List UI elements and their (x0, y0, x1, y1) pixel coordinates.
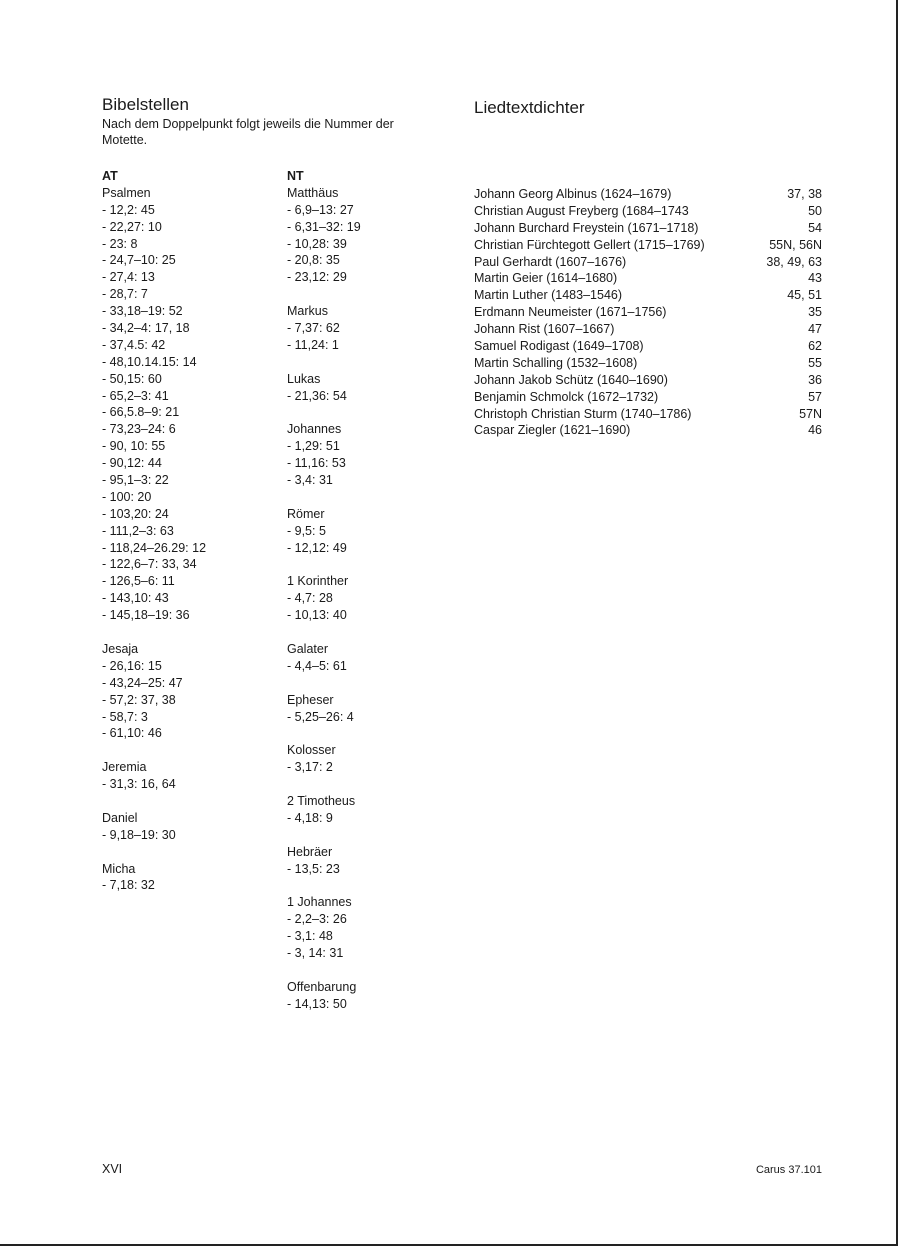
book-spacer (287, 404, 361, 421)
book-name: Hebräer (287, 844, 333, 859)
verse-reference: - 10,13: 40 (287, 608, 347, 623)
catalog-number: Carus 37.101 (755, 1164, 822, 1176)
book-name: Matthäus (287, 185, 339, 200)
book-spacer (287, 776, 361, 793)
poet-motet-numbers: 45, 51 (787, 288, 822, 303)
poet-list (474, 186, 822, 439)
poet-name: Johann Jakob Schütz (1640–1690) (474, 372, 668, 387)
book-spacer (102, 793, 206, 810)
verse-reference: - 143,10: 43 (102, 591, 169, 606)
poet-row (474, 389, 822, 406)
verse-reference: - 20,8: 35 (287, 253, 340, 268)
poet-row (474, 270, 822, 287)
verse-reference: - 118,24–26.29: 12 (102, 540, 207, 555)
book-name: Markus (287, 304, 328, 319)
verse-reference: - 10,28: 39 (287, 236, 347, 251)
book-name: Epheser (287, 692, 334, 707)
verse-reference: - 73,23–24: 6 (102, 422, 176, 437)
verse-reference: - 23,12: 29 (287, 270, 347, 285)
verse-reference: - 12,2: 45 (102, 202, 155, 217)
book-spacer (287, 725, 361, 742)
poet-motet-numbers: 62 (808, 339, 822, 354)
bibelstellen-title: Bibelstellen (102, 95, 189, 114)
verse-reference: - 11,24: 1 (287, 337, 339, 352)
verse-reference: - 3, 14: 31 (287, 945, 344, 960)
poet-row (474, 186, 822, 203)
page-number: XVI (102, 1162, 123, 1176)
verse-reference: - 26,16: 15 (102, 658, 162, 673)
poet-name: Christian Fürchtegott Gellert (1715–1769) (474, 237, 705, 252)
verse-reference: - 90,12: 44 (102, 456, 162, 471)
book-name: Jesaja (102, 641, 139, 656)
poet-name: Paul Gerhardt (1607–1676) (474, 254, 627, 269)
verse-reference: - 111,2–3: 63 (102, 523, 174, 538)
poet-motet-numbers: 50 (808, 203, 822, 218)
poet-name: Martin Geier (1614–1680) (474, 271, 618, 286)
book-name: Jeremia (102, 760, 147, 775)
poet-row (474, 338, 822, 355)
verse-reference: - 3,4: 31 (287, 473, 333, 488)
verse-reference: - 57,2: 37, 38 (102, 692, 176, 707)
verse-reference: - 5,25–26: 4 (287, 709, 354, 724)
verse-reference: - 1,29: 51 (287, 439, 340, 454)
verse-reference: - 43,24–25: 47 (102, 675, 183, 690)
poet-motet-numbers: 55N, 56N (769, 237, 822, 252)
verse-reference: - 31,3: 16, 64 (102, 777, 176, 792)
poet-motet-numbers: 55 (808, 355, 822, 370)
poet-row (474, 203, 822, 220)
poet-name: Johann Burchard Freystein (1671–1718) (474, 220, 699, 235)
book-spacer (287, 962, 361, 979)
verse-reference: - 90, 10: 55 (102, 439, 166, 454)
poet-motet-numbers: 35 (808, 305, 822, 320)
poet-motet-numbers: 57N (799, 406, 822, 421)
verse-reference: - 34,2–4: 17, 18 (102, 321, 190, 336)
verse-reference: - 21,36: 54 (287, 388, 347, 403)
poet-row (474, 254, 822, 271)
verse-reference: - 13,5: 23 (287, 861, 340, 876)
poet-name: Johann Georg Albinus (1624–1679) (474, 187, 672, 201)
poet-row (474, 304, 822, 321)
verse-reference: - 4,18: 9 (287, 810, 333, 825)
verse-reference: - 58,7: 3 (102, 709, 148, 724)
poet-motet-numbers: 57 (808, 389, 822, 404)
book-spacer (287, 675, 361, 692)
book-name: Offenbarung (287, 979, 357, 994)
book-spacer (102, 844, 206, 861)
verse-reference: - 103,20: 24 (102, 506, 169, 521)
verse-reference: - 4,7: 28 (287, 591, 333, 606)
book-name: Daniel (102, 810, 138, 825)
verse-reference: - 100: 20 (102, 489, 152, 504)
verse-reference: - 7,18: 32 (102, 878, 155, 893)
book-name: 1 Korinther (287, 574, 349, 589)
poet-row (474, 220, 822, 237)
verse-reference: - 95,1–3: 22 (102, 473, 169, 488)
poet-name: Erdmann Neumeister (1671–1756) (474, 305, 667, 320)
verse-reference: - 145,18–19: 36 (102, 608, 190, 623)
poet-row (474, 406, 822, 423)
poet-row (474, 321, 822, 338)
verse-reference: - 37,4.5: 42 (102, 337, 166, 352)
poet-name: Christoph Christian Sturm (1740–1786) (474, 406, 692, 421)
book-spacer (287, 489, 361, 506)
poet-motet-numbers: 54 (808, 220, 822, 235)
poet-row (474, 422, 822, 439)
verse-reference: - 50,15: 60 (102, 371, 162, 386)
book-name: 2 Timotheus (287, 793, 356, 808)
book-name: Micha (102, 861, 136, 876)
verse-reference: - 22,27: 10 (102, 219, 162, 234)
verse-reference: - 3,1: 48 (287, 929, 333, 944)
poet-name: Martin Luther (1483–1546) (474, 288, 623, 303)
poet-name: Johann Rist (1607–1667) (474, 322, 615, 337)
bibelstellen-subtitle: Nach dem Doppelpunkt folgt jeweils die Nummer der Motette. (102, 117, 394, 147)
poet-name: Samuel Rodigast (1649–1708) (474, 339, 644, 354)
verse-reference: - 61,10: 46 (102, 726, 162, 741)
book-name: Galater (287, 641, 328, 656)
verse-reference: - 122,6–7: 33, 34 (102, 557, 197, 572)
book-spacer (287, 877, 361, 894)
poet-motet-numbers: 46 (808, 423, 822, 438)
verse-reference: - 14,13: 50 (287, 996, 347, 1011)
verse-reference: - 24,7–10: 25 (102, 253, 176, 268)
at-header: AT (102, 169, 118, 183)
verse-reference: - 9,18–19: 30 (102, 827, 176, 842)
verse-reference: - 48,10.14.15: 14 (102, 354, 197, 369)
verse-reference: - 66,5.8–9: 21 (102, 405, 180, 420)
nt-column (287, 168, 361, 1013)
poet-row (474, 237, 822, 254)
book-spacer (102, 624, 206, 641)
poet-row (474, 355, 822, 372)
verse-reference: - 2,2–3: 26 (287, 912, 347, 927)
poet-name: Martin Schalling (1532–1608) (474, 355, 638, 370)
verse-reference: - 33,18–19: 52 (102, 304, 183, 319)
book-spacer (287, 354, 361, 371)
poet-motet-numbers: 37, 38 (787, 187, 822, 201)
book-spacer (287, 827, 361, 844)
book-spacer (102, 742, 206, 759)
book-spacer (287, 624, 361, 641)
poet-name: Benjamin Schmolck (1672–1732) (474, 389, 659, 404)
book-spacer (287, 556, 361, 573)
verse-reference: - 6,31–32: 19 (287, 219, 361, 234)
verse-reference: - 6,9–13: 27 (287, 202, 354, 217)
poet-motet-numbers: 38, 49, 63 (766, 254, 822, 269)
poet-motet-numbers: 47 (808, 322, 822, 337)
poet-name: Caspar Ziegler (1621–1690) (474, 423, 631, 438)
verse-reference: - 7,37: 62 (287, 321, 340, 336)
book-name: Kolosser (287, 743, 336, 758)
verse-reference: - 27,4: 13 (102, 270, 155, 285)
book-name: Psalmen (102, 185, 151, 200)
verse-reference: - 4,4–5: 61 (287, 658, 347, 673)
verse-reference: - 28,7: 7 (102, 287, 148, 302)
book-spacer (287, 286, 361, 303)
book-name: Römer (287, 506, 325, 521)
book-name: Johannes (287, 422, 342, 437)
at-column (102, 168, 206, 894)
poet-motet-numbers: 43 (808, 271, 822, 286)
liedtextdichter-title: Liedtextdichter (474, 98, 585, 117)
poet-row (474, 372, 822, 389)
poet-row (474, 287, 822, 304)
verse-reference: - 23: 8 (102, 236, 138, 251)
verse-reference: - 9,5: 5 (287, 523, 326, 538)
verse-reference: - 12,12: 49 (287, 540, 347, 555)
book-name: 1 Johannes (287, 895, 352, 910)
verse-reference: - 65,2–3: 41 (102, 388, 169, 403)
book-name: Lukas (287, 371, 321, 386)
verse-reference: - 11,16: 53 (287, 456, 346, 471)
verse-reference: - 3,17: 2 (287, 760, 333, 775)
nt-header: NT (287, 169, 304, 183)
poet-motet-numbers: 36 (808, 372, 822, 387)
verse-reference: - 126,5–6: 11 (102, 574, 175, 589)
poet-name: Christian August Freyberg (1684–1743 (474, 203, 689, 218)
